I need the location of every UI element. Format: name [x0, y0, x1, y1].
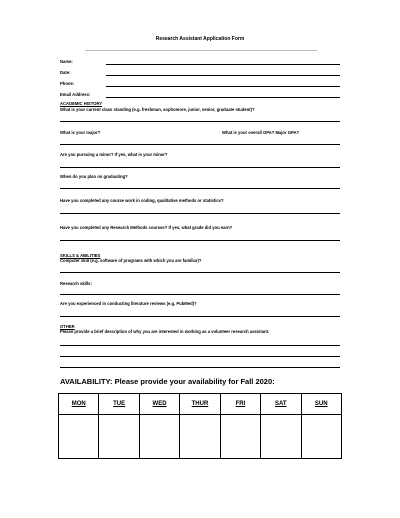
availability-cell-mon[interactable] — [59, 415, 99, 459]
availability-cell-wed[interactable] — [139, 415, 179, 459]
phone-field[interactable] — [106, 86, 340, 87]
availability-cell-sun[interactable] — [301, 415, 341, 459]
email-label: Email Address: — [60, 92, 91, 97]
research-methods-answer-line[interactable] — [60, 240, 340, 241]
day-header-tue: TUE — [99, 394, 139, 415]
title-divider — [85, 50, 317, 51]
day-header-fri: FRI — [220, 394, 260, 415]
date-label: Date: — [60, 70, 71, 75]
coursework-answer-line[interactable] — [60, 213, 340, 214]
coursework-question: Have you completed any course work in coding, qualitative methods or statistics? — [60, 198, 224, 203]
name-label: Name: — [60, 59, 73, 64]
major-gpa-answer-line[interactable] — [60, 144, 340, 145]
interest-answer-line-2[interactable] — [60, 356, 340, 357]
research-methods-question: Have you completed any Research Methods courses? If yes, what grade did you earn? — [60, 225, 233, 230]
day-header-wed: WED — [139, 394, 179, 415]
interest-answer-line-3[interactable] — [60, 367, 340, 368]
research-skills-question: Research skills: — [60, 281, 92, 286]
graduating-question: When do you plan on graduating? — [60, 174, 128, 179]
literature-review-answer-line[interactable] — [60, 316, 340, 317]
graduating-answer-line[interactable] — [60, 188, 340, 189]
availability-header-row — [59, 394, 342, 415]
availability-heading: AVAILABILITY: Please provide your availability for Fall 2020: — [60, 377, 275, 386]
day-header-thur: THUR — [180, 394, 220, 415]
academic-history-heading: ACADEMIC HISTORY — [60, 101, 103, 106]
name-field[interactable] — [106, 64, 340, 65]
availability-table — [58, 393, 342, 459]
interest-answer-line-1[interactable] — [60, 345, 340, 346]
form-title: Research Assistant Application Form — [155, 36, 245, 42]
minor-question: Are you pursuing a minor? If yes, what is your minor? — [60, 152, 168, 157]
day-header-mon: MON — [59, 394, 99, 415]
research-skills-answer-line[interactable] — [60, 294, 340, 295]
minor-answer-line[interactable] — [60, 167, 340, 168]
day-header-sun: SUN — [301, 394, 341, 415]
availability-cell-thur[interactable] — [180, 415, 220, 459]
email-field[interactable] — [106, 97, 340, 98]
computer-skill-answer-line[interactable] — [60, 272, 340, 273]
class-standing-question: What is your current class standing (e.g. freshman, sophomore, junior, senior, graduate student)? — [60, 107, 255, 112]
gpa-question: What is your overall GPA? Major GPA? — [222, 130, 300, 135]
availability-cell-sat[interactable] — [261, 415, 301, 459]
skills-heading: SKILLS & ABILITIES — [60, 253, 101, 258]
phone-label: Phone: — [60, 81, 75, 86]
availability-cell-fri[interactable] — [220, 415, 260, 459]
date-field[interactable] — [106, 75, 340, 76]
availability-cell-tue[interactable] — [99, 415, 139, 459]
availability-entry-row — [59, 415, 342, 459]
class-standing-answer-line[interactable] — [60, 121, 340, 122]
interest-description-question: Please provide a brief description of why you are interested in working as a volunteer research assistant. — [60, 329, 270, 334]
literature-review-question: Are you experienced in conducting literature reviews (e.g. PubMed)? — [60, 301, 197, 306]
computer-skill-question: Computer skill (e.g. software of programs with which you are familiar)? — [60, 258, 202, 263]
day-header-sat: SAT — [261, 394, 301, 415]
major-question: What is your major? — [60, 130, 101, 135]
other-heading: OTHER — [60, 324, 75, 329]
